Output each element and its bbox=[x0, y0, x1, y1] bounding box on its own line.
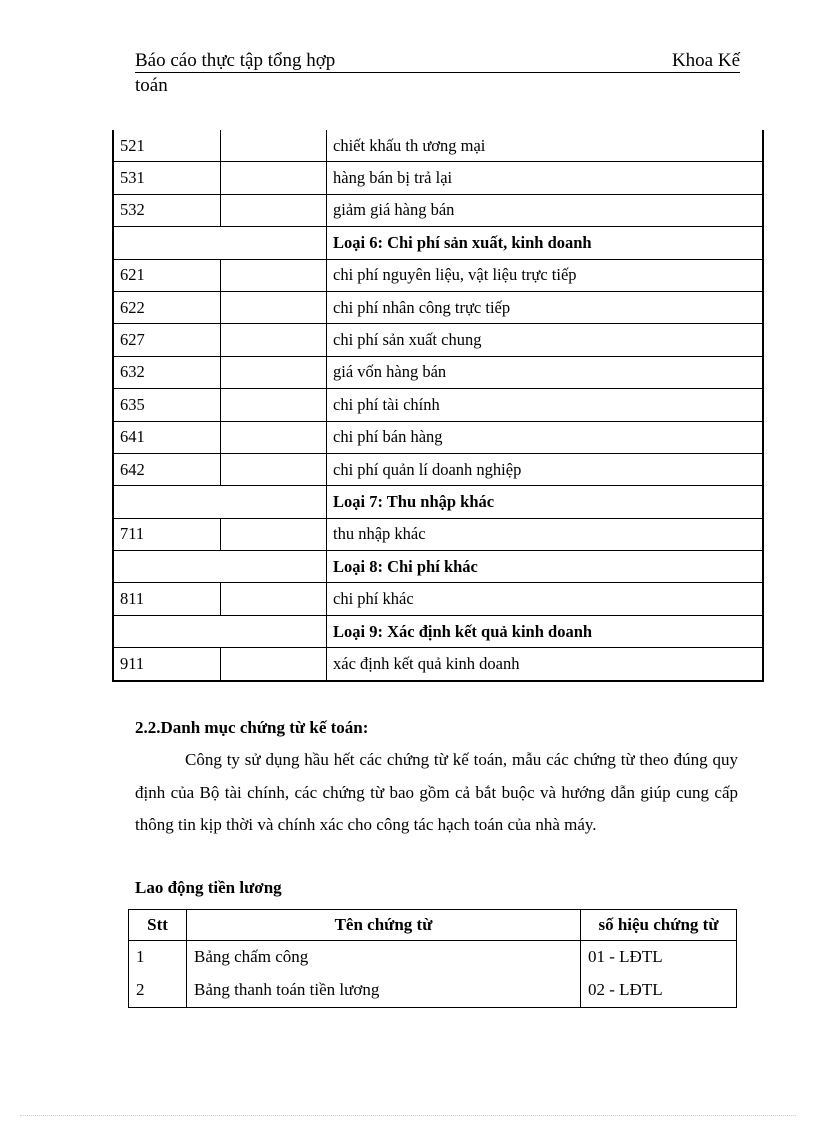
section-paragraph: Công ty sử dụng hầu hết các chứng từ kế toán, mẫu các chứng từ theo đúng quy định của Bộ tài chính, các chứng từ bao gồm cả bắt buộc và hướng dẫn giúp cung cấp thông tin kịp thời và chính xác cho công tác hạch toán của nhà máy. bbox=[135, 750, 738, 834]
account-sub-code bbox=[221, 324, 327, 356]
account-sub-code bbox=[221, 259, 327, 291]
table-row bbox=[113, 518, 763, 550]
category-blank-cell bbox=[113, 615, 327, 647]
account-code: 622 bbox=[113, 291, 221, 323]
account-code: 811 bbox=[113, 583, 221, 615]
account-code: 635 bbox=[113, 389, 221, 421]
category-label: Loại 8: Chi phí khác bbox=[327, 551, 764, 583]
header-department: Khoa Kế bbox=[671, 50, 740, 71]
header-report-title: Báo cáo thực tập tổng hợp bbox=[135, 50, 336, 71]
header-continuation: toán bbox=[135, 75, 168, 96]
table-row bbox=[113, 194, 763, 226]
account-name: chi phí sản xuất chung bbox=[327, 324, 764, 356]
category-label: Loại 9: Xác định kết quả kinh doanh bbox=[327, 615, 764, 647]
account-code: 711 bbox=[113, 518, 221, 550]
table-row bbox=[113, 356, 763, 388]
account-name: chi phí nguyên liệu, vật liệu trực tiếp bbox=[327, 259, 764, 291]
account-sub-code bbox=[221, 389, 327, 421]
account-code: 532 bbox=[113, 194, 221, 226]
account-sub-code bbox=[221, 291, 327, 323]
account-sub-code bbox=[221, 583, 327, 615]
table-row bbox=[129, 973, 737, 1008]
table-row bbox=[113, 259, 763, 291]
voucher-header-name: Tên chứng từ bbox=[187, 910, 581, 941]
table-row bbox=[113, 130, 763, 162]
voucher-name: Bảng chấm công bbox=[187, 941, 581, 974]
account-code: 531 bbox=[113, 162, 221, 194]
table-row bbox=[113, 583, 763, 615]
page-header bbox=[135, 50, 740, 97]
voucher-header-code: số hiệu chứng từ bbox=[581, 910, 737, 941]
voucher-code: 02 - LĐTL bbox=[581, 973, 737, 1008]
account-code: 621 bbox=[113, 259, 221, 291]
table-row bbox=[113, 389, 763, 421]
account-sub-code bbox=[221, 162, 327, 194]
category-row bbox=[113, 615, 763, 647]
section-title: 2.2.Danh mục chứng từ kế toán: bbox=[135, 718, 369, 737]
account-name: chi phí nhân công trực tiếp bbox=[327, 291, 764, 323]
account-sub-code bbox=[221, 518, 327, 550]
account-sub-code bbox=[221, 130, 327, 162]
table-row bbox=[113, 162, 763, 194]
table-row bbox=[129, 941, 737, 974]
account-name: giá vốn hàng bán bbox=[327, 356, 764, 388]
table-row bbox=[113, 421, 763, 453]
account-name: chiết khấu th ương mại bbox=[327, 130, 764, 162]
table-row bbox=[113, 324, 763, 356]
account-table bbox=[112, 130, 764, 682]
account-code: 911 bbox=[113, 648, 221, 681]
account-code: 627 bbox=[113, 324, 221, 356]
account-sub-code bbox=[221, 453, 327, 485]
category-label: Loại 7: Thu nhập khác bbox=[327, 486, 764, 518]
account-code: 642 bbox=[113, 453, 221, 485]
voucher-stt: 2 bbox=[129, 973, 187, 1008]
category-blank-cell bbox=[113, 551, 327, 583]
category-blank-cell bbox=[113, 486, 327, 518]
category-label: Loại 6: Chi phí sản xuất, kinh doanh bbox=[327, 227, 764, 259]
account-name: chi phí tài chính bbox=[327, 389, 764, 421]
category-row bbox=[113, 551, 763, 583]
account-code: 641 bbox=[113, 421, 221, 453]
category-row bbox=[113, 227, 763, 259]
category-row bbox=[113, 486, 763, 518]
voucher-table bbox=[128, 909, 737, 1008]
voucher-header-stt: Stt bbox=[129, 910, 187, 941]
account-name: xác định kết quả kinh doanh bbox=[327, 648, 764, 681]
account-sub-code bbox=[221, 648, 327, 681]
account-sub-code bbox=[221, 194, 327, 226]
table-row bbox=[113, 291, 763, 323]
voucher-stt: 1 bbox=[129, 941, 187, 974]
header-line bbox=[135, 50, 740, 73]
voucher-name: Bảng thanh toán tiền lương bbox=[187, 973, 581, 1008]
account-sub-code bbox=[221, 356, 327, 388]
account-name: chi phí quản lí doanh nghiệp bbox=[327, 453, 764, 485]
table-row bbox=[113, 648, 763, 681]
account-sub-code bbox=[221, 421, 327, 453]
account-code: 521 bbox=[113, 130, 221, 162]
account-name: thu nhập khác bbox=[327, 518, 764, 550]
account-code: 632 bbox=[113, 356, 221, 388]
page-bottom-divider bbox=[20, 1115, 796, 1116]
table-row bbox=[113, 453, 763, 485]
category-blank-cell bbox=[113, 227, 327, 259]
account-name: giảm giá hàng bán bbox=[327, 194, 764, 226]
account-name: hàng bán bị trả lại bbox=[327, 162, 764, 194]
account-name: chi phí khác bbox=[327, 583, 764, 615]
subsection-title: Lao động tiền lương bbox=[135, 878, 282, 897]
account-name: chi phí bán hàng bbox=[327, 421, 764, 453]
voucher-header-row bbox=[129, 910, 737, 941]
voucher-code: 01 - LĐTL bbox=[581, 941, 737, 974]
